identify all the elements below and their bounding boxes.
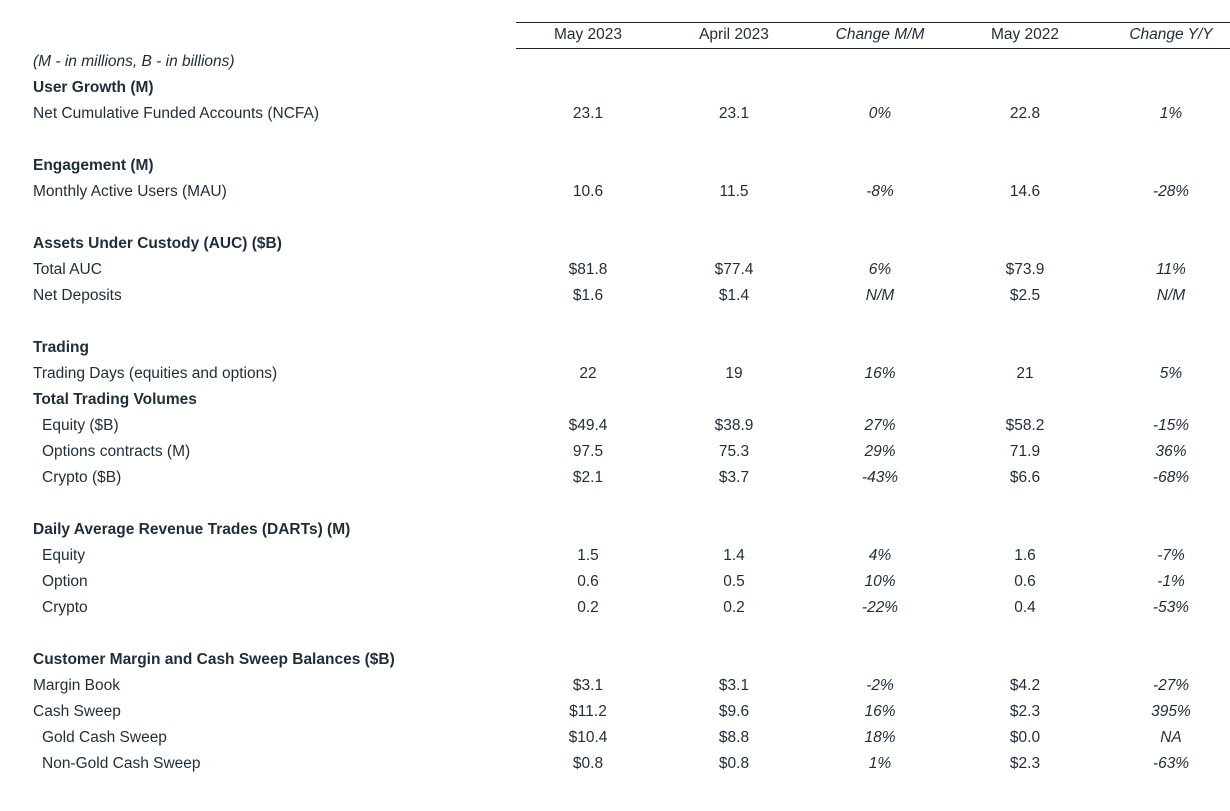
value-april-2023: 0.2 xyxy=(723,599,745,616)
row-label: Gold Cash Sweep xyxy=(42,729,167,746)
row-label: Monthly Active Users (MAU) xyxy=(33,183,227,200)
units-note: (M - in millions, B - in billions) xyxy=(33,53,235,70)
value-change-mm: -22% xyxy=(861,599,899,616)
value-may-2023: $0.8 xyxy=(572,755,604,772)
value-change-yy: -1% xyxy=(1157,573,1185,590)
value-change-mm: -8% xyxy=(866,183,894,200)
value-april-2023: 75.3 xyxy=(718,443,750,460)
row-label: Trading Days (equities and options) xyxy=(33,365,278,382)
value-change-mm: N/M xyxy=(865,287,895,304)
value-april-2023: $3.7 xyxy=(718,469,750,486)
value-april-2023: $9.6 xyxy=(718,703,750,720)
value-change-yy: 1% xyxy=(1159,105,1183,122)
section-header-row xyxy=(0,157,1230,183)
value-april-2023: 1.4 xyxy=(723,547,745,564)
value-change-mm: 29% xyxy=(864,443,896,460)
table-row xyxy=(0,183,1230,209)
row-label: Crypto xyxy=(42,599,88,616)
value-change-mm: 4% xyxy=(868,547,892,564)
value-may-2023: 10.6 xyxy=(572,183,604,200)
value-april-2023: 11.5 xyxy=(719,183,749,200)
value-change-yy: 11% xyxy=(1156,261,1186,278)
value-may-2023: $3.1 xyxy=(572,677,604,694)
units-note-row xyxy=(0,53,1230,79)
value-april-2023: $1.4 xyxy=(718,287,750,304)
value-may-2022: 0.4 xyxy=(1014,599,1036,616)
value-may-2023: 23.1 xyxy=(572,105,604,122)
value-change-mm: -43% xyxy=(861,469,899,486)
value-may-2022: 21 xyxy=(1016,365,1034,382)
value-april-2023: $77.4 xyxy=(714,261,754,278)
header-rule-top xyxy=(516,22,1230,23)
table-row xyxy=(0,417,1230,443)
value-may-2023: 1.5 xyxy=(577,547,599,564)
value-may-2022: 14.6 xyxy=(1009,183,1041,200)
value-may-2022: 71.9 xyxy=(1009,443,1041,460)
value-may-2022: $2.3 xyxy=(1009,703,1041,720)
value-change-mm: 10% xyxy=(864,573,896,590)
value-april-2023: $8.8 xyxy=(718,729,750,746)
value-change-yy: -27% xyxy=(1152,677,1190,694)
table-row xyxy=(0,365,1230,391)
row-label: Net Cumulative Funded Accounts (NCFA) xyxy=(33,105,320,122)
value-may-2023: 97.5 xyxy=(572,443,604,460)
section-title: User Growth (M) xyxy=(33,79,154,96)
value-may-2023: $81.8 xyxy=(568,261,608,278)
value-may-2023: 0.2 xyxy=(577,599,599,616)
section-header-row xyxy=(0,651,1230,677)
table-row xyxy=(0,573,1230,599)
row-label: Net Deposits xyxy=(33,287,122,304)
section-title: Engagement (M) xyxy=(33,157,154,174)
value-may-2022: $2.3 xyxy=(1009,755,1041,772)
value-change-yy: -63% xyxy=(1152,755,1190,772)
section-header-row xyxy=(0,79,1230,105)
value-may-2022: 0.6 xyxy=(1014,573,1036,590)
value-may-2022: 1.6 xyxy=(1014,547,1036,564)
value-may-2022: $73.9 xyxy=(1005,261,1045,278)
row-label: Margin Book xyxy=(33,677,121,694)
table-row xyxy=(0,105,1230,131)
table-row xyxy=(0,469,1230,495)
header-change-yy: Change Y/Y xyxy=(1129,26,1213,43)
value-may-2022: $58.2 xyxy=(1005,417,1045,434)
table-row xyxy=(0,287,1230,313)
section-title: Customer Margin and Cash Sweep Balances ($B) xyxy=(33,651,395,668)
section-title: Assets Under Custody (AUC) ($B) xyxy=(33,235,282,252)
section-header-row xyxy=(0,235,1230,261)
value-may-2023: $11.2 xyxy=(569,703,607,720)
value-change-mm: 1% xyxy=(868,755,892,772)
row-label: Equity ($B) xyxy=(42,417,119,434)
value-change-mm: 16% xyxy=(864,703,896,720)
value-may-2023: $1.6 xyxy=(572,287,604,304)
value-april-2023: $38.9 xyxy=(714,417,754,434)
value-may-2023: $10.4 xyxy=(568,729,608,746)
value-april-2023: 0.5 xyxy=(723,573,745,590)
value-change-yy: 5% xyxy=(1159,365,1183,382)
header-may-2023: May 2023 xyxy=(553,26,623,43)
row-label: Non-Gold Cash Sweep xyxy=(42,755,201,772)
value-change-yy: 395% xyxy=(1151,703,1191,720)
row-label: Cash Sweep xyxy=(33,703,121,720)
row-label: Equity xyxy=(42,547,86,564)
table-row xyxy=(0,261,1230,287)
table-row xyxy=(0,703,1230,729)
value-may-2023: 22 xyxy=(579,365,597,382)
value-change-mm: 27% xyxy=(864,417,896,434)
value-change-yy: -68% xyxy=(1152,469,1190,486)
value-may-2022: $4.2 xyxy=(1009,677,1041,694)
row-label: Options contracts (M) xyxy=(42,443,191,460)
row-label: Crypto ($B) xyxy=(42,469,122,486)
section-header-row xyxy=(0,521,1230,547)
value-may-2022: $2.5 xyxy=(1009,287,1041,304)
value-change-yy: NA xyxy=(1160,729,1182,746)
table-row xyxy=(0,755,1230,781)
table-row xyxy=(0,599,1230,625)
table-row xyxy=(0,443,1230,469)
value-may-2022: $6.6 xyxy=(1009,469,1041,486)
value-may-2023: $49.4 xyxy=(568,417,608,434)
value-change-yy: -7% xyxy=(1157,547,1185,564)
section-title: Trading xyxy=(33,339,89,356)
value-april-2023: $0.8 xyxy=(718,755,750,772)
value-may-2022: 22.8 xyxy=(1009,105,1041,122)
value-change-mm: 16% xyxy=(864,365,896,382)
header-may-2022: May 2022 xyxy=(990,26,1060,43)
value-change-mm: 6% xyxy=(868,261,892,278)
table-row xyxy=(0,677,1230,703)
header-rule-bottom xyxy=(516,48,1230,49)
header-april-2023: April 2023 xyxy=(699,26,769,43)
value-change-yy: -53% xyxy=(1152,599,1190,616)
value-change-yy: 36% xyxy=(1155,443,1187,460)
table-row xyxy=(0,729,1230,755)
value-may-2022: $0.0 xyxy=(1009,729,1041,746)
row-label: Total AUC xyxy=(33,261,102,278)
section-title: Total Trading Volumes xyxy=(33,391,197,408)
value-change-mm: -2% xyxy=(866,677,894,694)
value-may-2023: 0.6 xyxy=(577,573,599,590)
table-row xyxy=(0,547,1230,573)
value-change-mm: 0% xyxy=(868,105,892,122)
value-change-yy: -28% xyxy=(1152,183,1190,200)
header-change-mm: Change M/M xyxy=(835,26,925,43)
value-change-yy: N/M xyxy=(1156,287,1186,304)
value-april-2023: $3.1 xyxy=(718,677,750,694)
section-title: Daily Average Revenue Trades (DARTs) (M) xyxy=(33,521,351,538)
value-april-2023: 23.1 xyxy=(718,105,750,122)
section-header-row xyxy=(0,339,1230,365)
row-label: Option xyxy=(42,573,88,590)
section-header-row xyxy=(0,391,1230,417)
value-april-2023: 19 xyxy=(725,365,743,382)
value-may-2023: $2.1 xyxy=(572,469,604,486)
value-change-mm: 18% xyxy=(864,729,896,746)
value-change-yy: -15% xyxy=(1152,417,1190,434)
